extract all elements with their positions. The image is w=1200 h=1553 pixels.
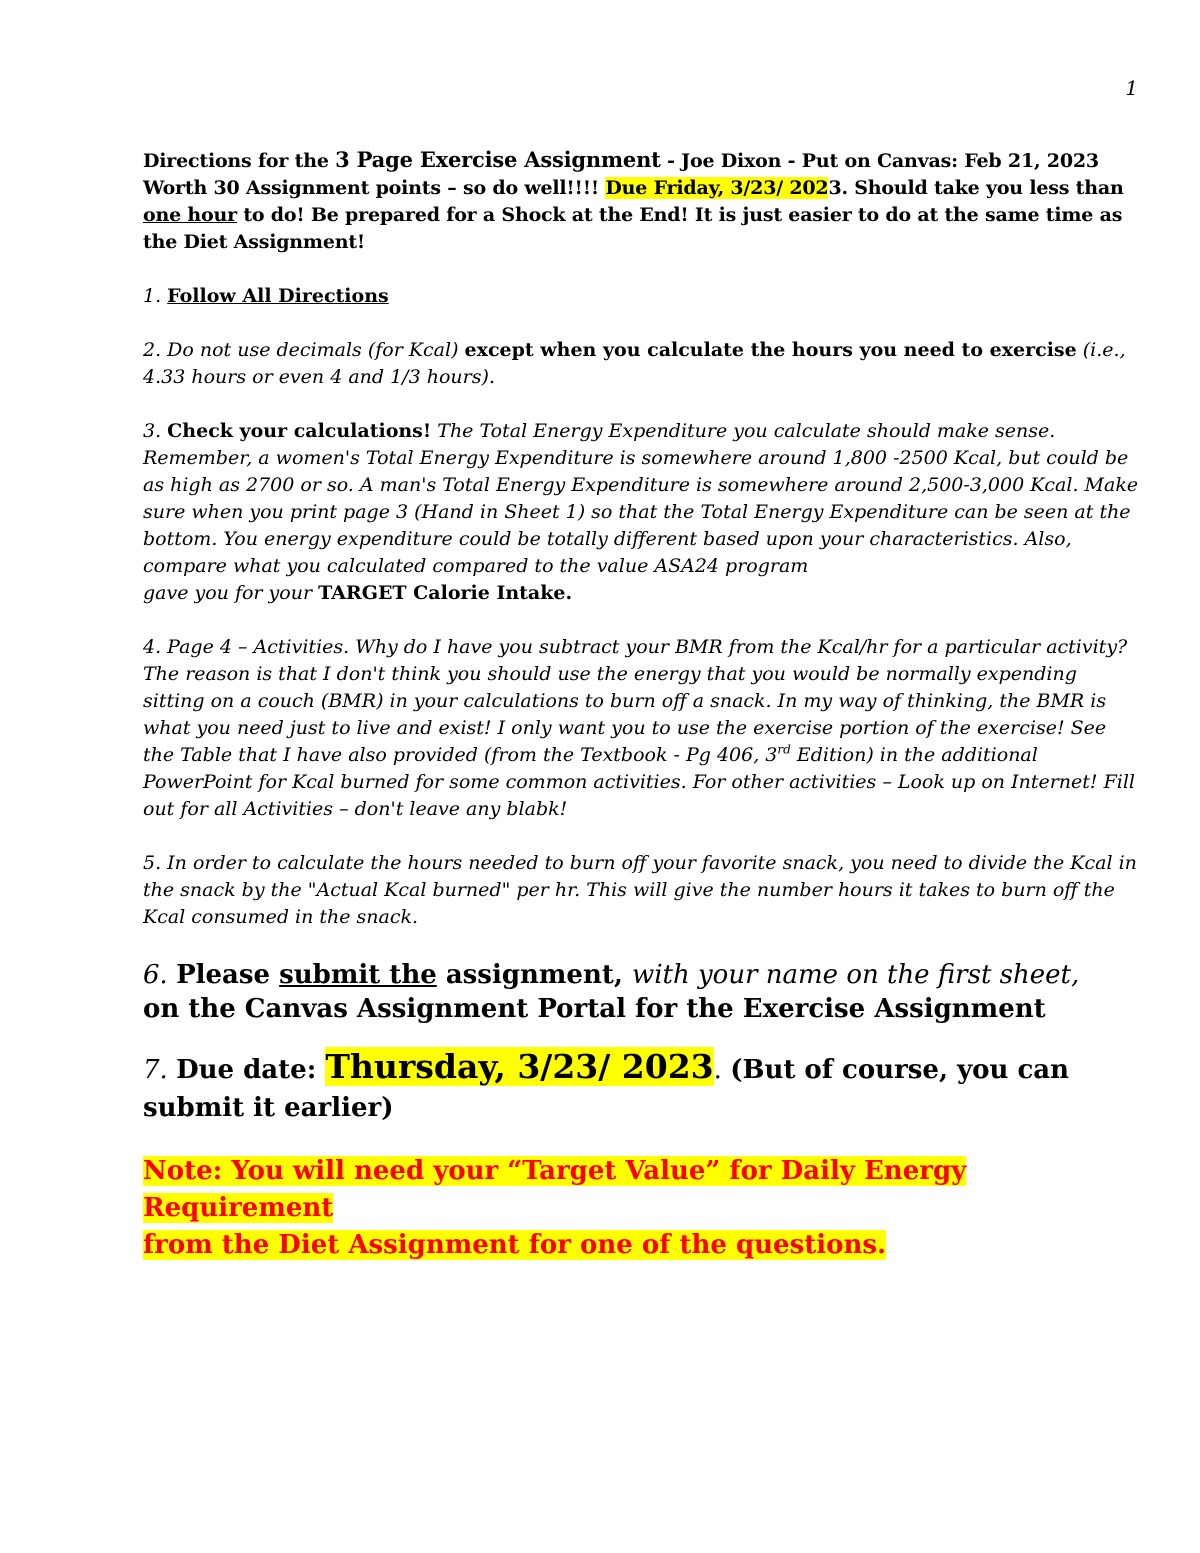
header-text-1: Directions for the <box>143 150 336 172</box>
item-6-text-3: assignment, <box>436 960 632 990</box>
direction-item-7 <box>143 1048 1143 1127</box>
assignment-title: 3 Page Exercise Assignment <box>335 147 661 172</box>
header-text-6: 3. Should take you less than <box>828 177 1124 199</box>
direction-item-1 <box>143 283 1143 310</box>
item-3-target: TARGET Calorie Intake. <box>318 582 573 604</box>
due-date-highlight: Thursday, 3/23/ 2023 <box>325 1047 714 1086</box>
item-4-superscript: rd <box>777 742 791 757</box>
item-3-text-3: gave you for your <box>143 582 319 604</box>
item-3-heading: Check your calculations! <box>167 420 432 442</box>
item-5-text: In order to calculate the hours needed to burn off your favorite snack, you need to divide the Kcal in the snack by the "Actual Kcal burned" per hr. This will give the number hours it takes to burn off the Kcal consumed in the snack. <box>143 852 1137 928</box>
item-number: 2. <box>143 339 168 361</box>
item-3-text: The Total Energy Expenditure you calculate should make sense. Remember, a women's Total Energy Expenditure is somewhere around 1,800 -2500 Kcal, but could be as high as 2700 or so. A man's Total Energy Expenditure is somewhere around 2,500-3,000 Kcal. Make sure when you print page 3 (Hand in Sheet 1) so that the Total Energy Expenditure can be seen at the bottom. You energy expenditure could be totally different based upon your characteristics. Also, compare what you calculated compared to the value ASA24 program <box>143 420 1139 577</box>
item-2-text-3: (i.e., 4.33 hours or even 4 and 1/3 hours). <box>143 339 1126 388</box>
header-one-hour: one hour <box>143 204 237 226</box>
item-2-text-1: Do not use decimals (for Kcal) <box>167 339 465 361</box>
item-number: 6. <box>143 960 177 990</box>
item-7-period: . <box>713 1055 731 1085</box>
item-6-text-1: Please <box>176 960 280 990</box>
note-block <box>143 1153 1143 1264</box>
item-number: 7. <box>143 1055 177 1085</box>
item-6-text-5: on the Canvas Assignment Portal for the Exercise Assignment <box>143 994 1046 1024</box>
document-body <box>143 146 1143 1291</box>
item-1-text: Follow All Directions <box>167 285 389 307</box>
header-points: Worth 30 Assignment points – so do well!!!! <box>143 177 606 199</box>
header-due-highlight: Due Friday, 3/23/ 202 <box>605 177 829 199</box>
note-line-2: from the Diet Assignment for one of the questions. <box>143 1230 887 1260</box>
item-number: 1. <box>143 285 168 307</box>
direction-item-6 <box>143 958 1143 1026</box>
item-4-text-2: Edition) in the additional PowerPoint for Kcal burned for some common activities. For other activities – Look up on Internet! Fill out for all Activities – don't leave any blabk! <box>143 744 1135 820</box>
item-6-submit: submit the <box>279 960 437 990</box>
item-2-text-2: except when you calculate the hours you need to exercise <box>464 339 1077 361</box>
assignment-header <box>143 146 1143 256</box>
item-number: 4. <box>143 636 168 658</box>
header-text-8: to do! Be prepared for a Shock at the End! It is just easier to do at the same time as the Diet Assignment! <box>143 204 1123 253</box>
direction-item-5 <box>143 850 1143 931</box>
item-number: 3. <box>143 420 168 442</box>
item-number: 5. <box>143 852 168 874</box>
note-line-1: Note: You will need your “Target Value” for Daily Energy Requirement <box>143 1156 967 1223</box>
direction-item-2 <box>143 337 1143 391</box>
item-7-text-4: (But of course, you can submit it earlier) <box>143 1055 1070 1123</box>
header-author-date: - Joe Dixon - Put on Canvas: Feb 21, 2023 <box>660 150 1099 172</box>
item-4-text-1: Page 4 – Activities. Why do I have you subtract your BMR from the Kcal/hr for a particular activity? The reason is that I don't think you should use the energy that you would be normally expending sitting on a couch (BMR) in your calculations to burn off a snack. In my way of thinking, the BMR is what you need just to live and exist! I only want you to use the exercise portion of the exercise! See the Table that I have also provided (from the Textbook - Pg 406, 3 <box>143 636 1128 766</box>
item-6-text-4: with your name on the first sheet, <box>631 960 1080 990</box>
item-7-label: Due date: <box>176 1055 326 1085</box>
page-number: 1 <box>1125 76 1138 100</box>
direction-item-4 <box>143 634 1143 823</box>
direction-item-3 <box>143 418 1143 607</box>
